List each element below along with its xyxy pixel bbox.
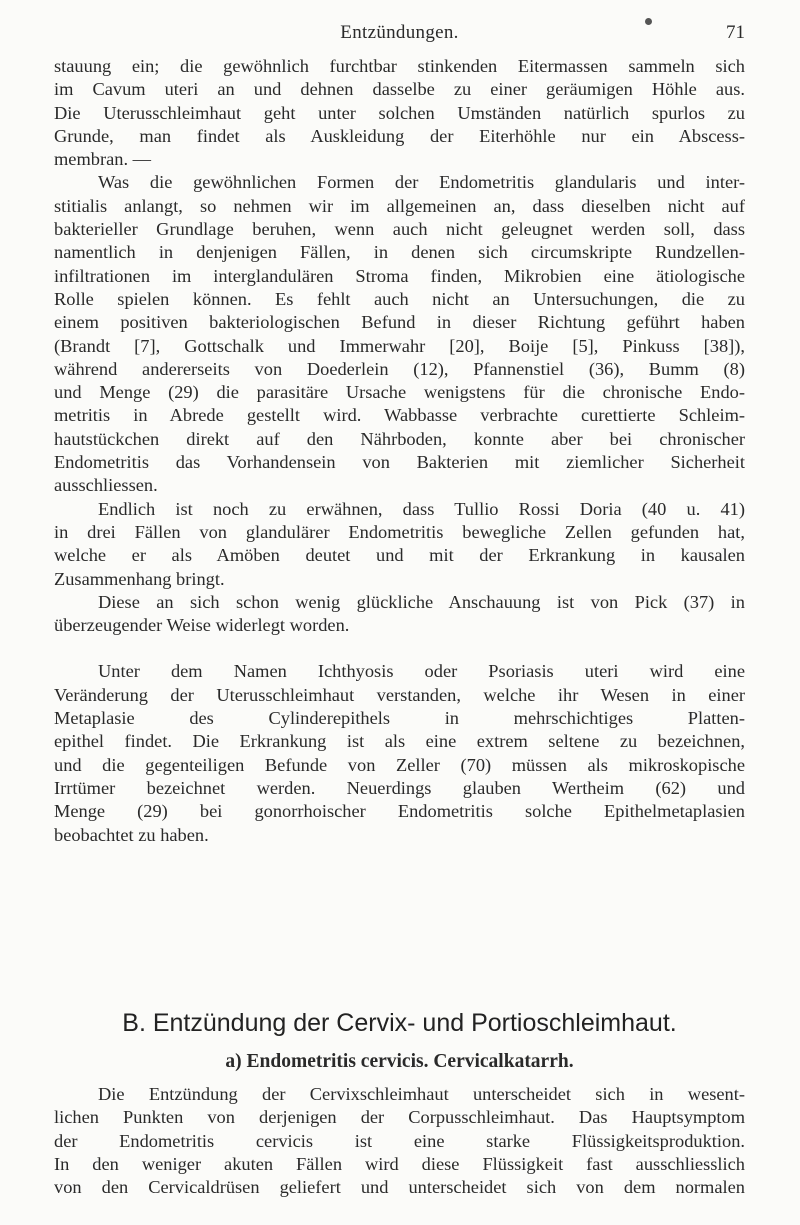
text-line: Die Uterusschleimhaut geht unter solchen Umständen natürlich spurlos zu	[54, 102, 745, 123]
text-line: beobachtet zu haben.	[54, 824, 209, 845]
text-line: epithel findet. Die Erkrankung ist als eine extrem seltene zu bezeichnen,	[54, 731, 745, 752]
main-text	[54, 55, 745, 847]
text-line: welche er als Amöben deutet und mit der Erkrankung in kausalen	[54, 545, 745, 566]
text-line: Irrtümer bezeichnet werden. Neuerdings glauben Wertheim (62) und	[54, 777, 745, 798]
text-line: namentlich in denjenigen Fällen, in denen sich circumskripte Rundzellen-	[54, 242, 745, 263]
text-line: stauung ein; die gewöhnlich furchtbar stinkenden Eitermassen sammeln sich	[54, 56, 745, 76]
text-line: und die gegenteiligen Befunde von Zeller (70) müssen als mikroskopische	[54, 754, 745, 775]
text-line: Endometritis das Vorhandensein von Bakterien mit ziemlicher Sicherheit	[54, 452, 745, 473]
text-line: lichen Punkten von derjenigen der Corpusschleimhaut. Das Hauptsymptom	[54, 1107, 745, 1128]
text-line: in drei Fällen von glandulärer Endometritis bewegliche Zellen gefunden hat,	[54, 521, 745, 542]
page-header	[54, 18, 745, 46]
text-line: überzeugender Weise widerlegt worden.	[54, 615, 350, 636]
text-line: von den Cervicaldrüsen geliefert und unterscheidet sich von dem normalen	[54, 1177, 745, 1198]
text-line: stitialis anlangt, so nehmen wir im allgemeinen an, dass dieselben nicht auf	[54, 195, 745, 216]
text-line: ausschliessen.	[54, 475, 158, 496]
text-line: infiltrationen im interglandulären Stroma finden, Mikrobien eine ätiologische	[54, 265, 745, 286]
text-line: Menge (29) bei gonorrhoischer Endometritis solche Epithelmetaplasien	[54, 801, 745, 822]
text-line: Veränderung der Uterusschleimhaut verstanden, welche ihr Wesen in einer	[54, 684, 745, 705]
paragraph	[54, 660, 745, 846]
running-title: Entzündungen.	[340, 22, 459, 43]
text-line: Unter dem Namen Ichthyosis oder Psoriasis uteri wird eine	[98, 661, 745, 682]
text-line: und Menge (29) die parasitäre Ursache wenigstens für die chronische Endo-	[54, 382, 745, 403]
paragraph	[54, 498, 745, 591]
text-line: der Endometritis cervicis ist eine starke Flüssigkeitsproduktion.	[54, 1130, 745, 1151]
text-line: hautstückchen direkt auf den Nährboden, konnte aber bei chronischer	[54, 428, 745, 449]
text-line: membran. —	[54, 149, 152, 170]
paragraph	[54, 55, 745, 171]
paragraph	[54, 1083, 745, 1199]
text-line: während andererseits von Doederlein (12), Pfannenstiel (36), Bumm (8)	[54, 358, 745, 379]
text-line: Rolle spielen können. Es fehlt auch nicht an Untersuchungen, die zu	[54, 288, 745, 309]
text-line: einem positiven bakteriologischen Befund in dieser Richtung geführt haben	[54, 312, 745, 333]
paragraph	[54, 171, 745, 497]
text-line: im Cavum uteri an und dehnen dasselbe zu einer geräumigen Höhle aus.	[54, 79, 745, 100]
text-line: Zusammenhang bringt.	[54, 568, 225, 589]
text-line: metritis in Abrede gestellt wird. Wabbasse verbrachte curettierte Schleim-	[54, 405, 745, 426]
text-line: Was die gewöhnlichen Formen der Endometritis glandularis und inter-	[98, 172, 745, 193]
text-line: bakterieller Grundlage beruhen, wenn auch nicht geleugnet werden soll, dass	[54, 219, 745, 240]
text-line: Diese an sich schon wenig glückliche Anschauung ist von Pick (37) in	[98, 591, 745, 612]
text-line: In den weniger akuten Fällen wird diese Flüssigkeit fast ausschliesslich	[54, 1153, 745, 1174]
paragraph	[54, 591, 745, 638]
page-number: 71	[726, 22, 745, 43]
text-line: (Brandt [7], Gottschalk und Immerwahr [20], Boije [5], Pinkuss [38]),	[54, 335, 745, 356]
text-line: Die Entzündung der Cervixschleimhaut unterscheidet sich in wesent-	[98, 1084, 745, 1104]
text-line: Metaplasie des Cylinderepithels in mehrschichtiges Platten-	[54, 708, 745, 729]
main-text-continued	[54, 1083, 745, 1199]
text-line: Endlich ist noch zu erwähnen, dass Tullio Rossi Doria (40 u. 41)	[98, 498, 745, 519]
text-line: Grunde, man findet als Auskleidung der Eiterhöhle nur ein Abscess-	[54, 125, 745, 146]
section-heading: B. Entzündung der Cervix- und Portioschleimhaut.	[122, 1009, 677, 1037]
subsection-heading: a) Endometritis cervicis. Cervicalkatarrh.	[225, 1051, 574, 1072]
